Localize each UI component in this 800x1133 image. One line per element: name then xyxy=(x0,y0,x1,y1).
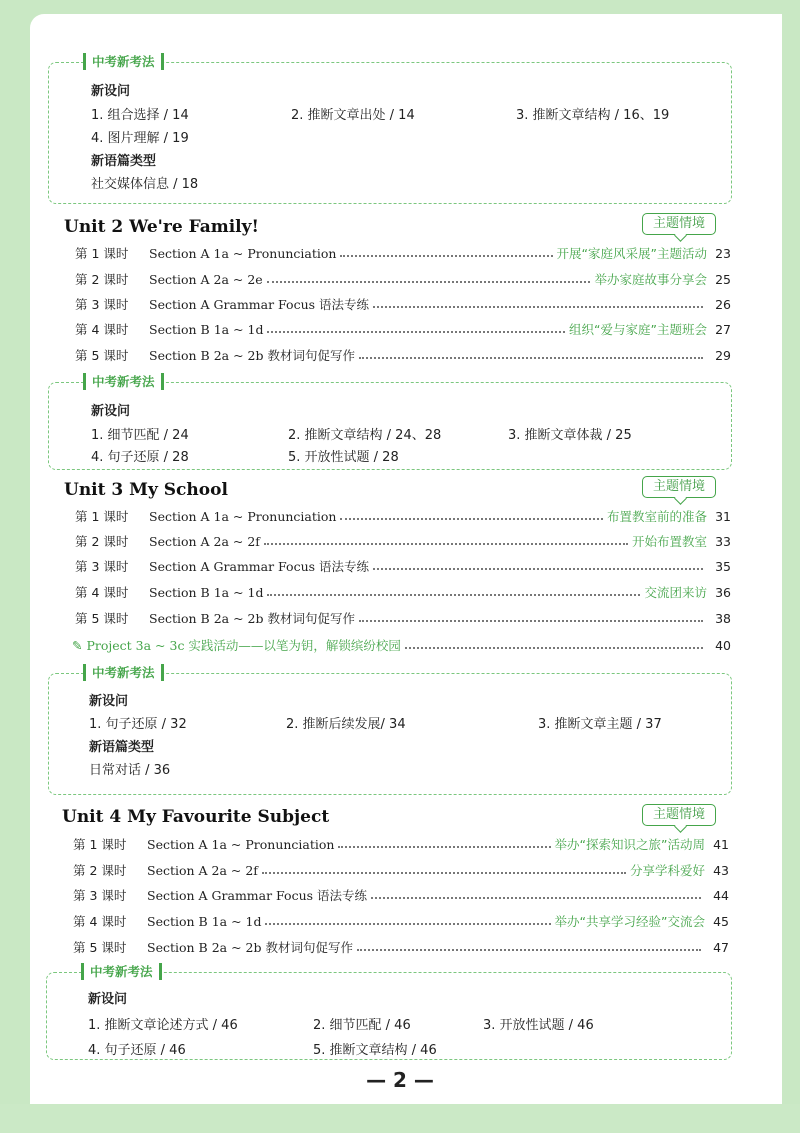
leader-dots xyxy=(264,543,628,545)
lesson-number: 第 4 课时 xyxy=(75,322,129,337)
leader-dots xyxy=(405,647,703,649)
lesson-section: Section A 2a ~ 2f xyxy=(149,533,260,549)
leader-dots xyxy=(373,568,703,570)
lesson-section: Section B 1a ~ 1d xyxy=(149,321,264,337)
exam-item: 4. 图片理解 / 19 xyxy=(91,131,189,146)
leader-dots xyxy=(357,949,701,951)
page-ref: 35 xyxy=(715,558,731,574)
page-ref: 31 xyxy=(715,508,731,524)
lesson-theme: 开展“家庭风采展”主题活动 xyxy=(556,246,707,261)
lesson-row[interactable] xyxy=(73,911,729,931)
theme-context-badge: 主题情境 xyxy=(642,213,716,235)
pencil-icon: ✎ xyxy=(72,637,83,653)
lesson-theme: 组织“爱与家庭”主题班会 xyxy=(569,322,707,337)
new-text-type: 社交媒体信息 / 18 xyxy=(91,177,199,192)
lesson-number: 第 4 课时 xyxy=(75,585,129,600)
lesson-theme: 举办“共享学习经验”交流会 xyxy=(554,914,705,929)
lesson-section: Section A 2a ~ 2e xyxy=(149,271,263,287)
lesson-section: Section A 1a ~ Pronunciation xyxy=(147,836,335,852)
exam-item: 4. 句子还原 / 28 xyxy=(91,450,189,465)
lesson-row[interactable] xyxy=(75,243,731,263)
page-ref: 33 xyxy=(715,533,731,549)
lesson-section: Section A 1a ~ Pronunciation xyxy=(149,245,337,261)
theme-context-badge: 主题情境 xyxy=(642,476,716,498)
lesson-row[interactable] xyxy=(73,834,729,854)
lesson-number: 第 3 课时 xyxy=(75,297,129,312)
lesson-row[interactable] xyxy=(75,556,731,576)
exam-tips-tag: 中考新考法 xyxy=(83,664,164,681)
lesson-number: 第 3 课时 xyxy=(75,559,129,574)
lesson-theme: 交流团来访 xyxy=(644,585,707,600)
lesson-section: Section B 1a ~ 1d xyxy=(149,584,264,600)
leader-dots xyxy=(340,518,603,520)
exam-tips-tag: 中考新考法 xyxy=(83,53,164,70)
page-ref: 38 xyxy=(715,610,731,626)
lesson-row[interactable] xyxy=(73,937,729,957)
lesson-number: 第 1 课时 xyxy=(75,509,129,524)
lesson-section: Section A 2a ~ 2f xyxy=(147,862,258,878)
page-ref: 27 xyxy=(715,321,731,337)
lesson-theme: 举办“探索知识之旅”活动周 xyxy=(554,837,705,852)
lesson-theme: 开始布置教室 xyxy=(631,534,707,549)
leader-dots xyxy=(265,923,550,925)
page-ref: 47 xyxy=(713,939,729,955)
lesson-section: Section B 1a ~ 1d xyxy=(147,913,262,929)
exam-tips-tag: 中考新考法 xyxy=(83,373,164,390)
lesson-section: Section B 2a ~ 2b 教材词句促写作 xyxy=(149,348,355,363)
unit-3-title[interactable]: Unit 3 My School xyxy=(64,480,228,500)
lesson-row[interactable] xyxy=(75,269,731,289)
exam-item: 1. 组合选择 / 14 xyxy=(91,108,189,123)
bottom-decor-strip xyxy=(0,1104,800,1133)
leader-dots xyxy=(373,306,703,308)
lesson-section: Section B 2a ~ 2b 教材词句促写作 xyxy=(147,940,353,955)
new-question-heading: 新设问 xyxy=(91,84,131,99)
lesson-section: Section B 2a ~ 2b 教材词句促写作 xyxy=(149,611,355,626)
lesson-number: 第 5 课时 xyxy=(75,348,129,363)
lesson-number: 第 1 课时 xyxy=(73,837,127,852)
lesson-row[interactable] xyxy=(73,885,729,905)
exam-item: 1. 细节匹配 / 24 xyxy=(91,428,189,443)
new-text-type-heading: 新语篇类型 xyxy=(91,154,157,169)
lesson-number: 第 5 课时 xyxy=(73,940,127,955)
lesson-section: Section A Grammar Focus 语法专练 xyxy=(147,888,368,903)
lesson-row[interactable] xyxy=(75,582,731,602)
page-ref: 45 xyxy=(713,913,729,929)
exam-item: 5. 推断文章结构 / 46 xyxy=(313,1043,437,1058)
project-row[interactable] xyxy=(72,635,731,655)
lesson-row[interactable] xyxy=(75,506,731,526)
exam-item: 5. 开放性试题 / 28 xyxy=(288,450,399,465)
lesson-theme: 分享学科爱好 xyxy=(629,863,705,878)
leader-dots xyxy=(359,620,703,622)
lesson-section: Section A Grammar Focus 语法专练 xyxy=(149,297,370,312)
lesson-row[interactable] xyxy=(75,319,731,339)
leader-dots xyxy=(338,846,550,848)
page-ref: 36 xyxy=(715,584,731,600)
lesson-theme: 布置教室前的准备 xyxy=(606,509,707,524)
leader-dots xyxy=(267,331,565,333)
leader-dots xyxy=(371,897,701,899)
theme-context-badge: 主题情境 xyxy=(642,804,716,826)
lesson-number: 第 5 课时 xyxy=(75,611,129,626)
project-title: Project 3a ~ 3c 实践活动——以笔为钥，解锁缤纷校园 xyxy=(86,638,401,653)
page-ref: 25 xyxy=(715,271,731,287)
exam-item: 2. 细节匹配 / 46 xyxy=(313,1018,411,1033)
leader-dots xyxy=(267,594,640,596)
new-text-type-heading: 新语篇类型 xyxy=(89,740,155,755)
lesson-number: 第 1 课时 xyxy=(75,246,129,261)
new-question-heading: 新设问 xyxy=(91,404,131,419)
lesson-number: 第 2 课时 xyxy=(75,272,129,287)
exam-item: 2. 推断后续发展/ 34 xyxy=(286,717,406,732)
lesson-section: Section A 1a ~ Pronunciation xyxy=(149,508,337,524)
lesson-row[interactable] xyxy=(75,345,731,365)
exam-item: 4. 句子还原 / 46 xyxy=(88,1043,186,1058)
page-ref: 41 xyxy=(713,836,729,852)
lesson-row[interactable] xyxy=(73,860,729,880)
page-ref: 26 xyxy=(715,296,731,312)
lesson-number: 第 4 课时 xyxy=(73,914,127,929)
page-ref: 23 xyxy=(715,245,731,261)
unit-2-title[interactable]: Unit 2 We're Family! xyxy=(64,217,259,237)
exam-item: 2. 推断文章出处 / 14 xyxy=(291,108,415,123)
exam-item: 3. 推断文章结构 / 16、19 xyxy=(516,108,670,123)
lesson-row[interactable] xyxy=(75,531,731,551)
lesson-theme: 举办家庭故事分享会 xyxy=(594,272,707,287)
lesson-number: 第 2 课时 xyxy=(75,534,129,549)
exam-item: 2. 推断文章结构 / 24、28 xyxy=(288,428,442,443)
lesson-section: Section A Grammar Focus 语法专练 xyxy=(149,559,370,574)
leader-dots xyxy=(262,872,626,874)
page-ref: 29 xyxy=(715,347,731,363)
new-question-heading: 新设问 xyxy=(88,992,128,1007)
page-ref: 40 xyxy=(715,637,731,653)
exam-item: 1. 推断文章论述方式 / 46 xyxy=(88,1018,238,1033)
page-ref: 44 xyxy=(713,887,729,903)
exam-item: 3. 推断文章体裁 / 25 xyxy=(508,428,632,443)
lesson-number: 第 3 课时 xyxy=(73,888,127,903)
page-ref: 43 xyxy=(713,862,729,878)
page-number: — 2 — xyxy=(366,1068,434,1092)
lesson-row[interactable] xyxy=(75,608,731,628)
lesson-number: 第 2 课时 xyxy=(73,863,127,878)
leader-dots xyxy=(359,357,703,359)
exam-item: 1. 句子还原 / 32 xyxy=(89,717,187,732)
leader-dots xyxy=(340,255,552,257)
exam-item: 3. 开放性试题 / 46 xyxy=(483,1018,594,1033)
exam-item: 3. 推断文章主题 / 37 xyxy=(538,717,662,732)
lesson-row[interactable] xyxy=(75,294,731,314)
new-text-type: 日常对话 / 36 xyxy=(89,763,171,778)
leader-dots xyxy=(267,281,591,283)
exam-tips-tag: 中考新考法 xyxy=(81,963,162,980)
unit-4-title[interactable]: Unit 4 My Favourite Subject xyxy=(62,807,330,827)
new-question-heading: 新设问 xyxy=(89,694,129,709)
